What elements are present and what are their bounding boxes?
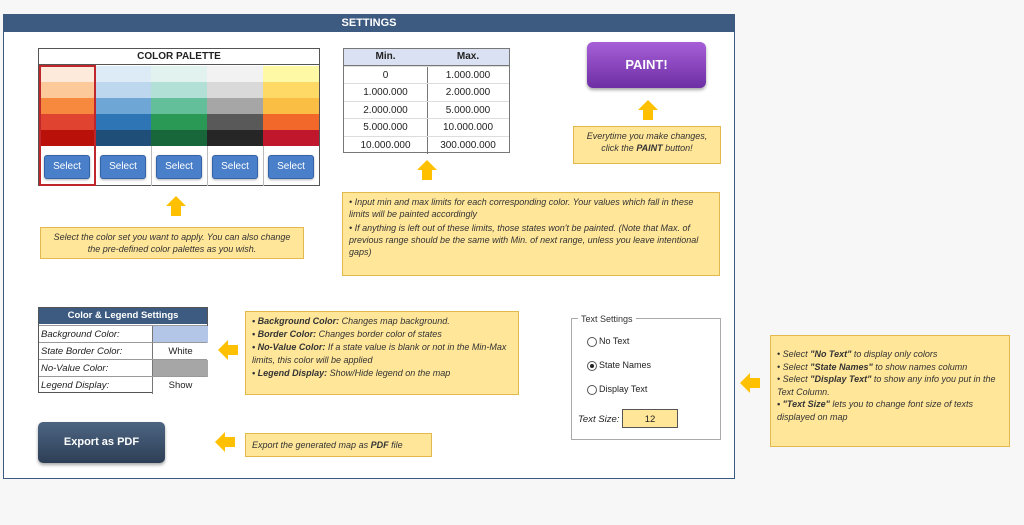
color-legend-value[interactable]: Show <box>152 377 208 394</box>
color-legend-row <box>39 342 207 360</box>
note-nv-text: If a state value is blank or not in the Min-Max limits, this color will be applied <box>252 342 507 365</box>
arrow-left-icon <box>740 373 750 393</box>
selected-palette-frame <box>39 65 96 186</box>
arrow-left-stem <box>225 437 235 447</box>
color-legend-label: Background Color: <box>41 329 120 340</box>
range-max-cell[interactable]: 2.000.000 <box>427 83 509 101</box>
range-table <box>343 48 510 153</box>
range-min-cell[interactable]: 5.000.000 <box>344 118 428 136</box>
palette-divider <box>263 146 264 186</box>
select-palette-button[interactable]: Select <box>212 155 258 179</box>
page-title: SETTINGS <box>3 14 735 32</box>
palette-swatch <box>95 82 151 98</box>
palette-swatch <box>151 82 207 98</box>
paint-button[interactable]: PAINT! <box>587 42 706 88</box>
text-settings-note <box>770 335 1010 447</box>
color-legend-note <box>245 311 519 395</box>
palette-swatch <box>263 82 319 98</box>
export-note-bold: PDF <box>370 440 389 450</box>
ts-note-2a: • Select <box>777 361 811 372</box>
text-size-label: Text Size: <box>578 414 620 425</box>
arrow-left-icon <box>215 432 225 452</box>
palette-swatch <box>263 98 319 114</box>
color-legend-label: Legend Display: <box>41 380 110 391</box>
note-border-bold: • Border Color: <box>252 329 317 339</box>
ts-note-2b: "State Names" <box>810 361 873 372</box>
color-legend-settings <box>38 307 208 393</box>
range-min-cell[interactable]: 10.000.000 <box>344 136 428 154</box>
palette-swatch <box>263 114 319 130</box>
text-settings-legend: Text Settings <box>578 314 636 324</box>
arrow-up-stem <box>643 110 653 120</box>
ts-note-2c: to show names column <box>872 361 968 372</box>
paint-note-line1: Everytime you make changes, <box>586 131 708 141</box>
ts-note-3c: to show any info you put in the Text Column. <box>777 374 996 397</box>
palette-swatch <box>151 66 207 82</box>
paint-note-text: click the <box>601 143 637 153</box>
range-min-cell[interactable]: 1.000.000 <box>344 83 428 101</box>
palette-swatch <box>207 114 263 130</box>
export-note-end: file <box>388 440 403 450</box>
paint-note-bold: PAINT <box>636 143 663 153</box>
palette-title: COLOR PALETTE <box>39 49 319 65</box>
select-palette-button[interactable]: Select <box>44 155 90 179</box>
range-header-min: Min. <box>344 49 428 66</box>
range-note <box>342 192 720 276</box>
note-bg-text: Changes map background. <box>339 316 450 326</box>
radio-label[interactable]: No Text <box>599 336 630 346</box>
paint-note-text-end: button! <box>662 143 693 153</box>
color-palette <box>38 48 320 186</box>
ts-note-4b: • "Text Size" <box>777 399 830 409</box>
note-ld-bold: • Legend Display: <box>252 368 328 378</box>
palette-swatch <box>207 98 263 114</box>
palette-swatch <box>207 82 263 98</box>
palette-swatch <box>151 98 207 114</box>
palette-swatch <box>207 130 263 146</box>
note-ld-text: Show/Hide legend on the map <box>327 368 451 378</box>
select-palette-button[interactable]: Select <box>156 155 202 179</box>
ts-note-3a: • Select <box>777 374 811 384</box>
palette-swatch <box>95 114 151 130</box>
export-note-text: Export the generated map as <box>252 440 371 450</box>
color-legend-label: No-Value Color: <box>41 363 109 374</box>
radio-button[interactable] <box>587 361 597 371</box>
palette-swatch <box>95 98 151 114</box>
range-header-max: Max. <box>427 49 509 66</box>
arrow-up-icon <box>638 100 658 110</box>
palette-swatch <box>95 66 151 82</box>
arrow-up-icon <box>417 160 437 170</box>
note-bg-bold: • Background Color: <box>252 316 340 326</box>
color-legend-row <box>39 376 207 394</box>
palette-divider <box>151 146 152 186</box>
radio-button[interactable] <box>587 337 597 347</box>
palette-swatch <box>263 130 319 146</box>
color-legend-value[interactable] <box>152 326 208 343</box>
palette-swatch <box>95 130 151 146</box>
color-legend-label: State Border Color: <box>41 346 123 357</box>
select-palette-button[interactable]: Select <box>268 155 314 179</box>
arrow-left-icon <box>218 340 228 360</box>
ts-note-1b: "No Text" <box>810 349 852 359</box>
export-pdf-button[interactable]: Export as PDF <box>38 422 165 463</box>
arrow-up-stem <box>422 170 432 180</box>
ts-note-1c: to display only colors <box>851 349 938 359</box>
text-size-input[interactable]: 12 <box>622 409 678 428</box>
color-legend-title: Color & Legend Settings <box>39 308 207 324</box>
palette-swatch <box>263 66 319 82</box>
range-max-cell[interactable]: 1.000.000 <box>427 66 509 84</box>
arrow-up-stem <box>171 206 181 216</box>
palette-swatch <box>207 66 263 82</box>
palette-note: Select the color set you want to apply. You can also change the pre-defined color palettes as you wish. <box>40 227 304 259</box>
radio-button[interactable] <box>587 385 597 395</box>
export-note <box>245 433 432 457</box>
note-nv-bold: • No-Value Color: <box>252 342 326 352</box>
range-min-cell[interactable]: 0 <box>344 66 428 84</box>
ts-note-1a: • Select <box>777 349 811 359</box>
color-legend-value[interactable] <box>152 360 208 377</box>
arrow-up-icon <box>166 196 186 206</box>
radio-label[interactable]: State Names <box>599 360 652 370</box>
palette-swatch <box>151 114 207 130</box>
range-note-2: • If anything is left out of these limits, those states won't be painted. (Note that Max. of previous range should be the same with Min. of next range, unless you leave intentional gaps) <box>349 223 699 257</box>
color-legend-row <box>39 359 207 377</box>
range-max-cell[interactable]: 10.000.000 <box>427 118 509 136</box>
radio-selected-dot <box>590 364 594 368</box>
range-max-cell[interactable]: 300.000.000 <box>427 136 509 154</box>
range-note-1: • Input min and max limits for each corresponding color. Your values which fall in these limits will be painted accordingly <box>349 197 694 219</box>
palette-divider <box>207 146 208 186</box>
ts-note-3b: "Display Text" <box>810 374 872 384</box>
range-min-cell[interactable]: 2.000.000 <box>344 101 428 119</box>
color-legend-row <box>39 325 207 343</box>
paint-note <box>573 126 721 164</box>
palette-swatch <box>151 130 207 146</box>
radio-label[interactable]: Display Text <box>599 384 648 394</box>
color-legend-value[interactable]: White <box>152 343 208 360</box>
range-max-cell[interactable]: 5.000.000 <box>427 101 509 119</box>
select-palette-button[interactable]: Select <box>100 155 146 179</box>
arrow-left-stem <box>228 345 238 355</box>
ts-note-4c: lets you to change font size of texts displayed on map <box>777 399 973 422</box>
note-border-text: Changes border color of states <box>316 329 442 339</box>
arrow-left-stem <box>750 378 760 388</box>
